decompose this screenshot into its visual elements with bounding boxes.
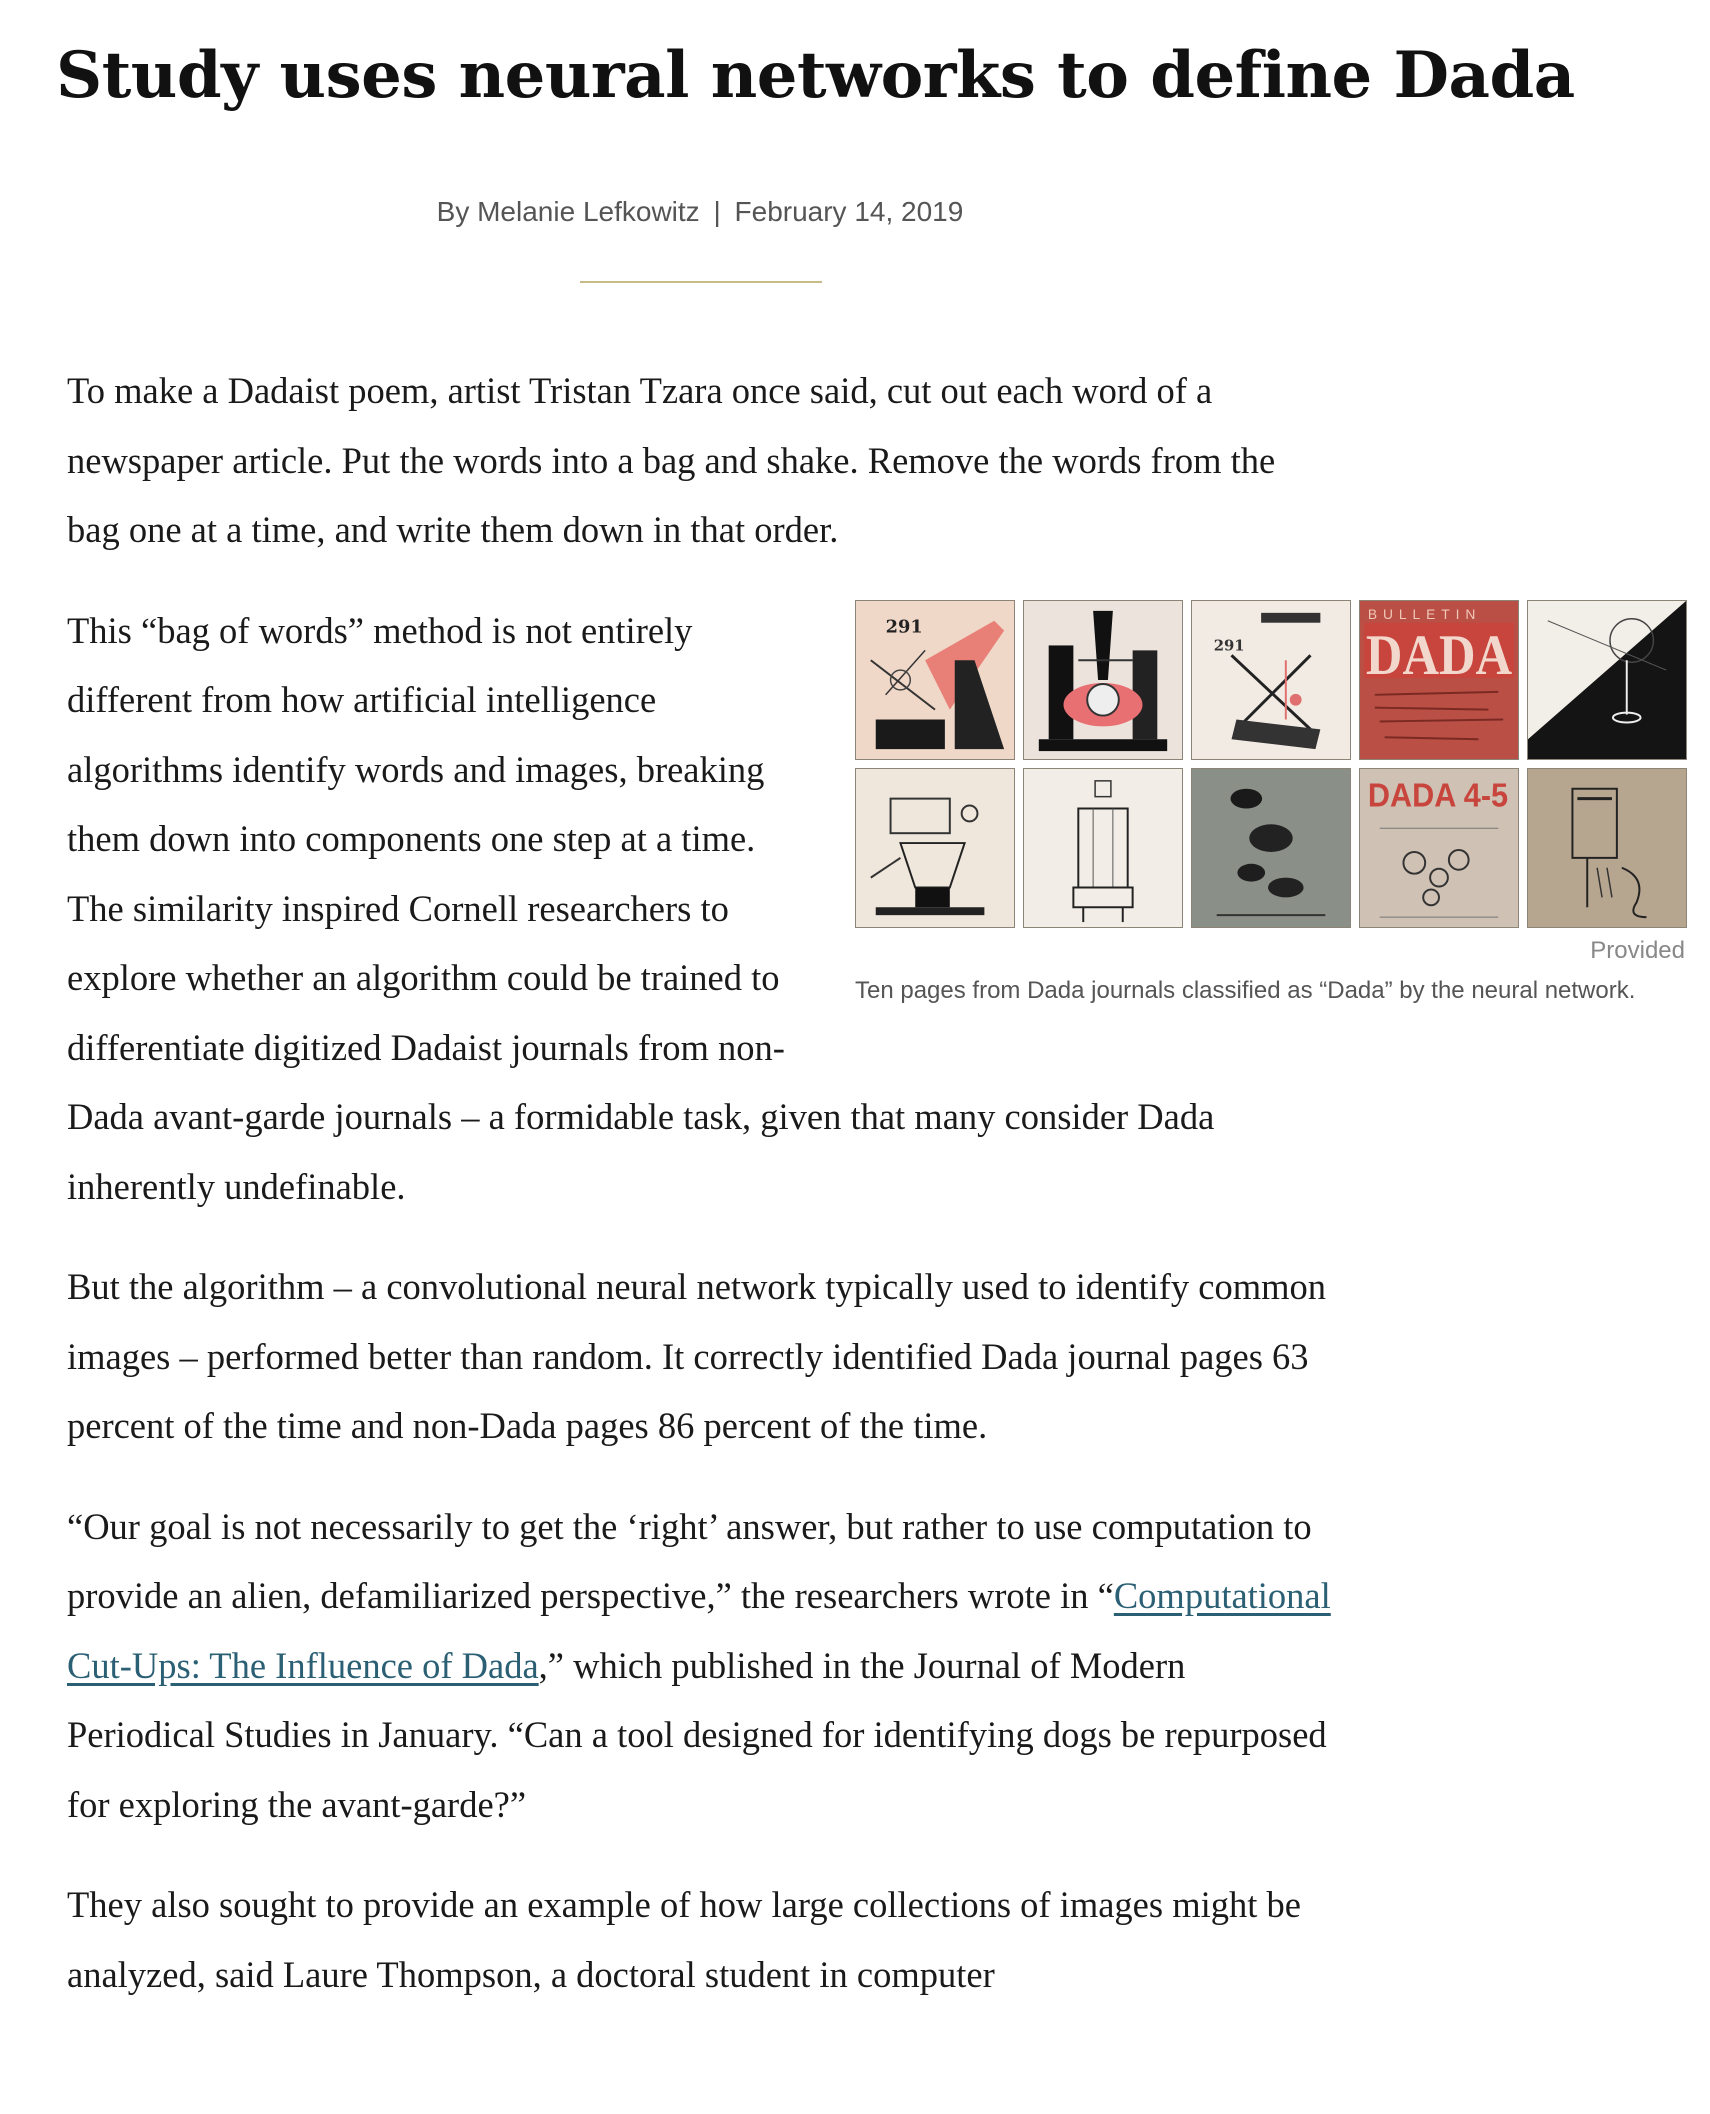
publish-date: February 14, 2019 (734, 196, 964, 227)
tile-1-label: 291 (885, 616, 923, 638)
paragraph-5: They also sought to provide an example of how large collections of images might be analyzed, said Laure Thompson, a doctoral student in computer (67, 1884, 1301, 1995)
journal-page-grey-figures (1191, 768, 1351, 928)
paragraph-1: To make a Dadaist poem, artist Tristan Tzara once said, cut out each word of a newspaper article. Put the words into a bag and shake. Remove the words from the bag one at a time, and write them down in that order. (67, 370, 1276, 550)
byline-separator: | (713, 196, 721, 227)
byline-divider (580, 281, 822, 283)
paragraph-2: This “bag of words” method is not entirely different from how artificial intelligence algorithms identify words and images, breaking them down into components one step at a time. The similarity inspired Cornell researchers to explore whether an algorithm could be trained to differentiate digitized Dadaist journals from non-Dada avant-garde journals – a formidable task, given that many consider Dada inherently undefinable. (67, 609, 1215, 1207)
journal-page-291-cover-a (855, 600, 1015, 760)
journal-page-dada-4-5 (1359, 768, 1519, 928)
paragraph-3: But the algorithm – a convolutional neural network typically used to identify common images – performed better than random. It correctly identified Dada journal pages 63 percent of the time and non-Dada pages 86 percent of the time. (67, 1266, 1326, 1446)
paragraph-4 (67, 1492, 1337, 1840)
journal-page-bulletin-dada (1359, 600, 1519, 760)
image-caption: Ten pages from Dada journals classified as “Dada” by the neural network. (855, 976, 1636, 1004)
article-figure (845, 600, 1687, 1060)
paragraph-4-text-before: “Our goal is not necessarily to get the ‘right’ answer, but rather to use computation to provide an alien, defamiliarized perspective,” the researchers wrote in “ (67, 1505, 1312, 1616)
study-link[interactable]: Computational Cut-Ups: The Influence of Dada (67, 1575, 1331, 1686)
article-title: Study uses neural networks to define Dada (56, 38, 1575, 113)
journal-page-mechanical-drawing-b (1023, 768, 1183, 928)
byline (0, 192, 1400, 232)
journal-page-brown-sketch (1527, 768, 1687, 928)
figure-image-grid[interactable] (855, 600, 1687, 928)
journal-page-line-drawing (1527, 600, 1687, 760)
tile-3-label: 291 (1213, 636, 1245, 654)
journal-page-291-cover-b (1191, 600, 1351, 760)
tile-4-label: DADA (1365, 623, 1513, 687)
tile-4-sublabel: BULLETIN (1367, 605, 1482, 622)
paragraph-4-text-after: ,” which published in the Journal of Modern Periodical Studies in January. “Can a tool designed for identifying dogs be repurposed for exploring the avant-garde?” (67, 1644, 1327, 1825)
article-body (67, 356, 1685, 2040)
image-credit: Provided (1590, 936, 1685, 964)
author-name: By Melanie Lefkowitz (436, 196, 700, 227)
journal-page-mechanical-drawing-a (855, 768, 1015, 928)
tile-9-label: DADA 4-5 (1367, 777, 1509, 815)
journal-page-machine-collage (1023, 600, 1183, 760)
